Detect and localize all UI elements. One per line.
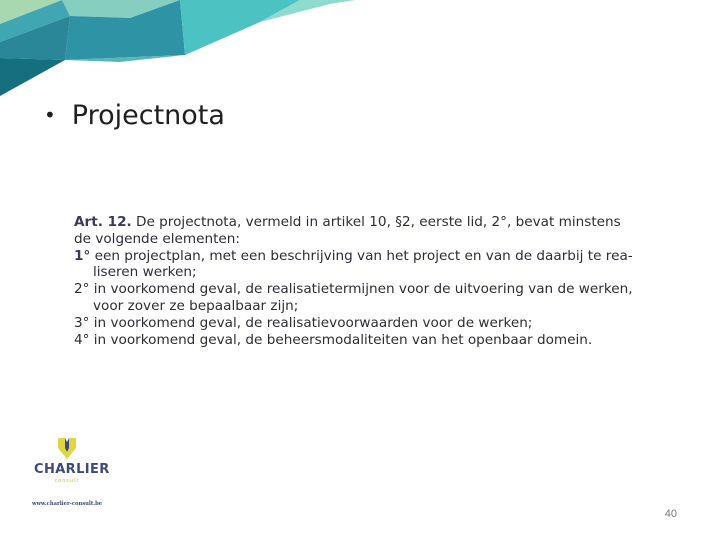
list-item-continuation: voor zover ze bepaalbaar zijn; — [93, 297, 299, 314]
item-number: 1° — [74, 247, 91, 264]
bullet-dot: • — [44, 102, 56, 127]
article-heading: Art. 12. — [74, 214, 132, 230]
item-number: 2° — [74, 281, 90, 298]
logo-subtitle: consult — [54, 478, 80, 484]
website-url: www.charlier-consult.be — [32, 501, 103, 507]
list-item — [74, 332, 659, 349]
article-intro-line — [74, 214, 659, 231]
article-intro-line-2: de volgende elementen: — [74, 230, 240, 247]
item-text: in voorkomend geval, de realisatievoorwaarden voor de werken; — [89, 314, 533, 331]
item-number: 4° — [74, 331, 90, 348]
item-text: in voorkomend geval, de beheersmodaliteiten van het openbaar domein. — [89, 331, 593, 348]
list-item — [74, 315, 659, 332]
decorative-header-polygons — [0, 0, 360, 100]
charlier-logo — [34, 436, 110, 484]
bullet-item — [44, 100, 225, 131]
list-item — [74, 281, 659, 298]
bullet-text: Projectnota — [71, 100, 225, 131]
logo-shield-icon — [56, 436, 78, 460]
list-item — [74, 248, 659, 265]
article-text — [74, 214, 659, 348]
item-text: in voorkomend geval, de realisatietermijnen voor de uitvoering van de werken, — [89, 281, 633, 298]
article-intro-text: De projectnota, vermeld in artikel 10, §2, eerste lid, 2°, bevat minstens — [131, 214, 621, 230]
item-text: een projectplan, met een beschrijving van het project en van de daarbij te rea- — [90, 247, 633, 264]
list-item-continuation: liseren werken; — [93, 264, 197, 281]
item-number: 3° — [74, 314, 90, 331]
page-number: 40 — [664, 508, 677, 520]
logo-wordmark: CHARLIER — [34, 462, 110, 477]
